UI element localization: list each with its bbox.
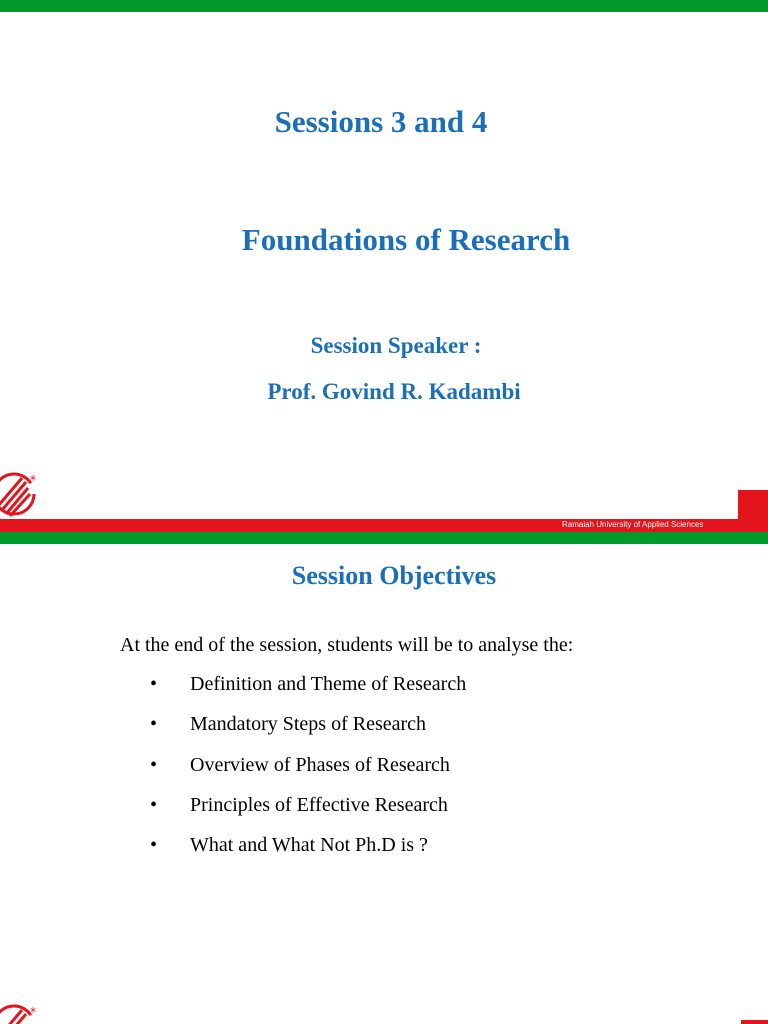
speaker-label: Session Speaker :	[310, 333, 482, 358]
objective-text: Definition and Theme of Research	[190, 673, 467, 695]
bullet-icon: •	[150, 834, 158, 857]
top-green-bar	[0, 0, 768, 12]
slide-subtitle: Foundations of Research	[241, 222, 571, 257]
top-green-bar	[0, 532, 768, 544]
footer-tab	[738, 490, 768, 522]
bullet-icon: •	[150, 793, 158, 816]
objective-text: Mandatory Steps of Research	[190, 713, 427, 736]
slide-title: Session Objectives	[291, 561, 497, 590]
objective-text: Overview of Phases of Research	[190, 753, 450, 776]
objective-text: What and What Not Ph.D is ?	[190, 834, 428, 857]
bullet-icon: •	[150, 753, 158, 776]
university-logo-icon	[0, 470, 40, 518]
slide-title: Sessions 3 and 4	[274, 104, 488, 139]
objective-text: Principles of Effective Research	[190, 793, 448, 816]
university-logo-icon	[0, 1002, 40, 1024]
footer-university-name: Ramaiah University of Applied Sciences	[562, 520, 704, 529]
intro-text: At the end of the session, students will be to analyse the:	[120, 634, 574, 656]
footer-tab	[741, 1020, 768, 1024]
bullet-icon: •	[150, 713, 158, 736]
bullet-icon: •	[150, 673, 158, 695]
slide-2	[0, 532, 768, 1024]
svg-text:*: *	[30, 473, 36, 487]
svg-text:*: *	[30, 1005, 36, 1019]
speaker-name: Prof. Govind R. Kadambi	[267, 379, 521, 404]
